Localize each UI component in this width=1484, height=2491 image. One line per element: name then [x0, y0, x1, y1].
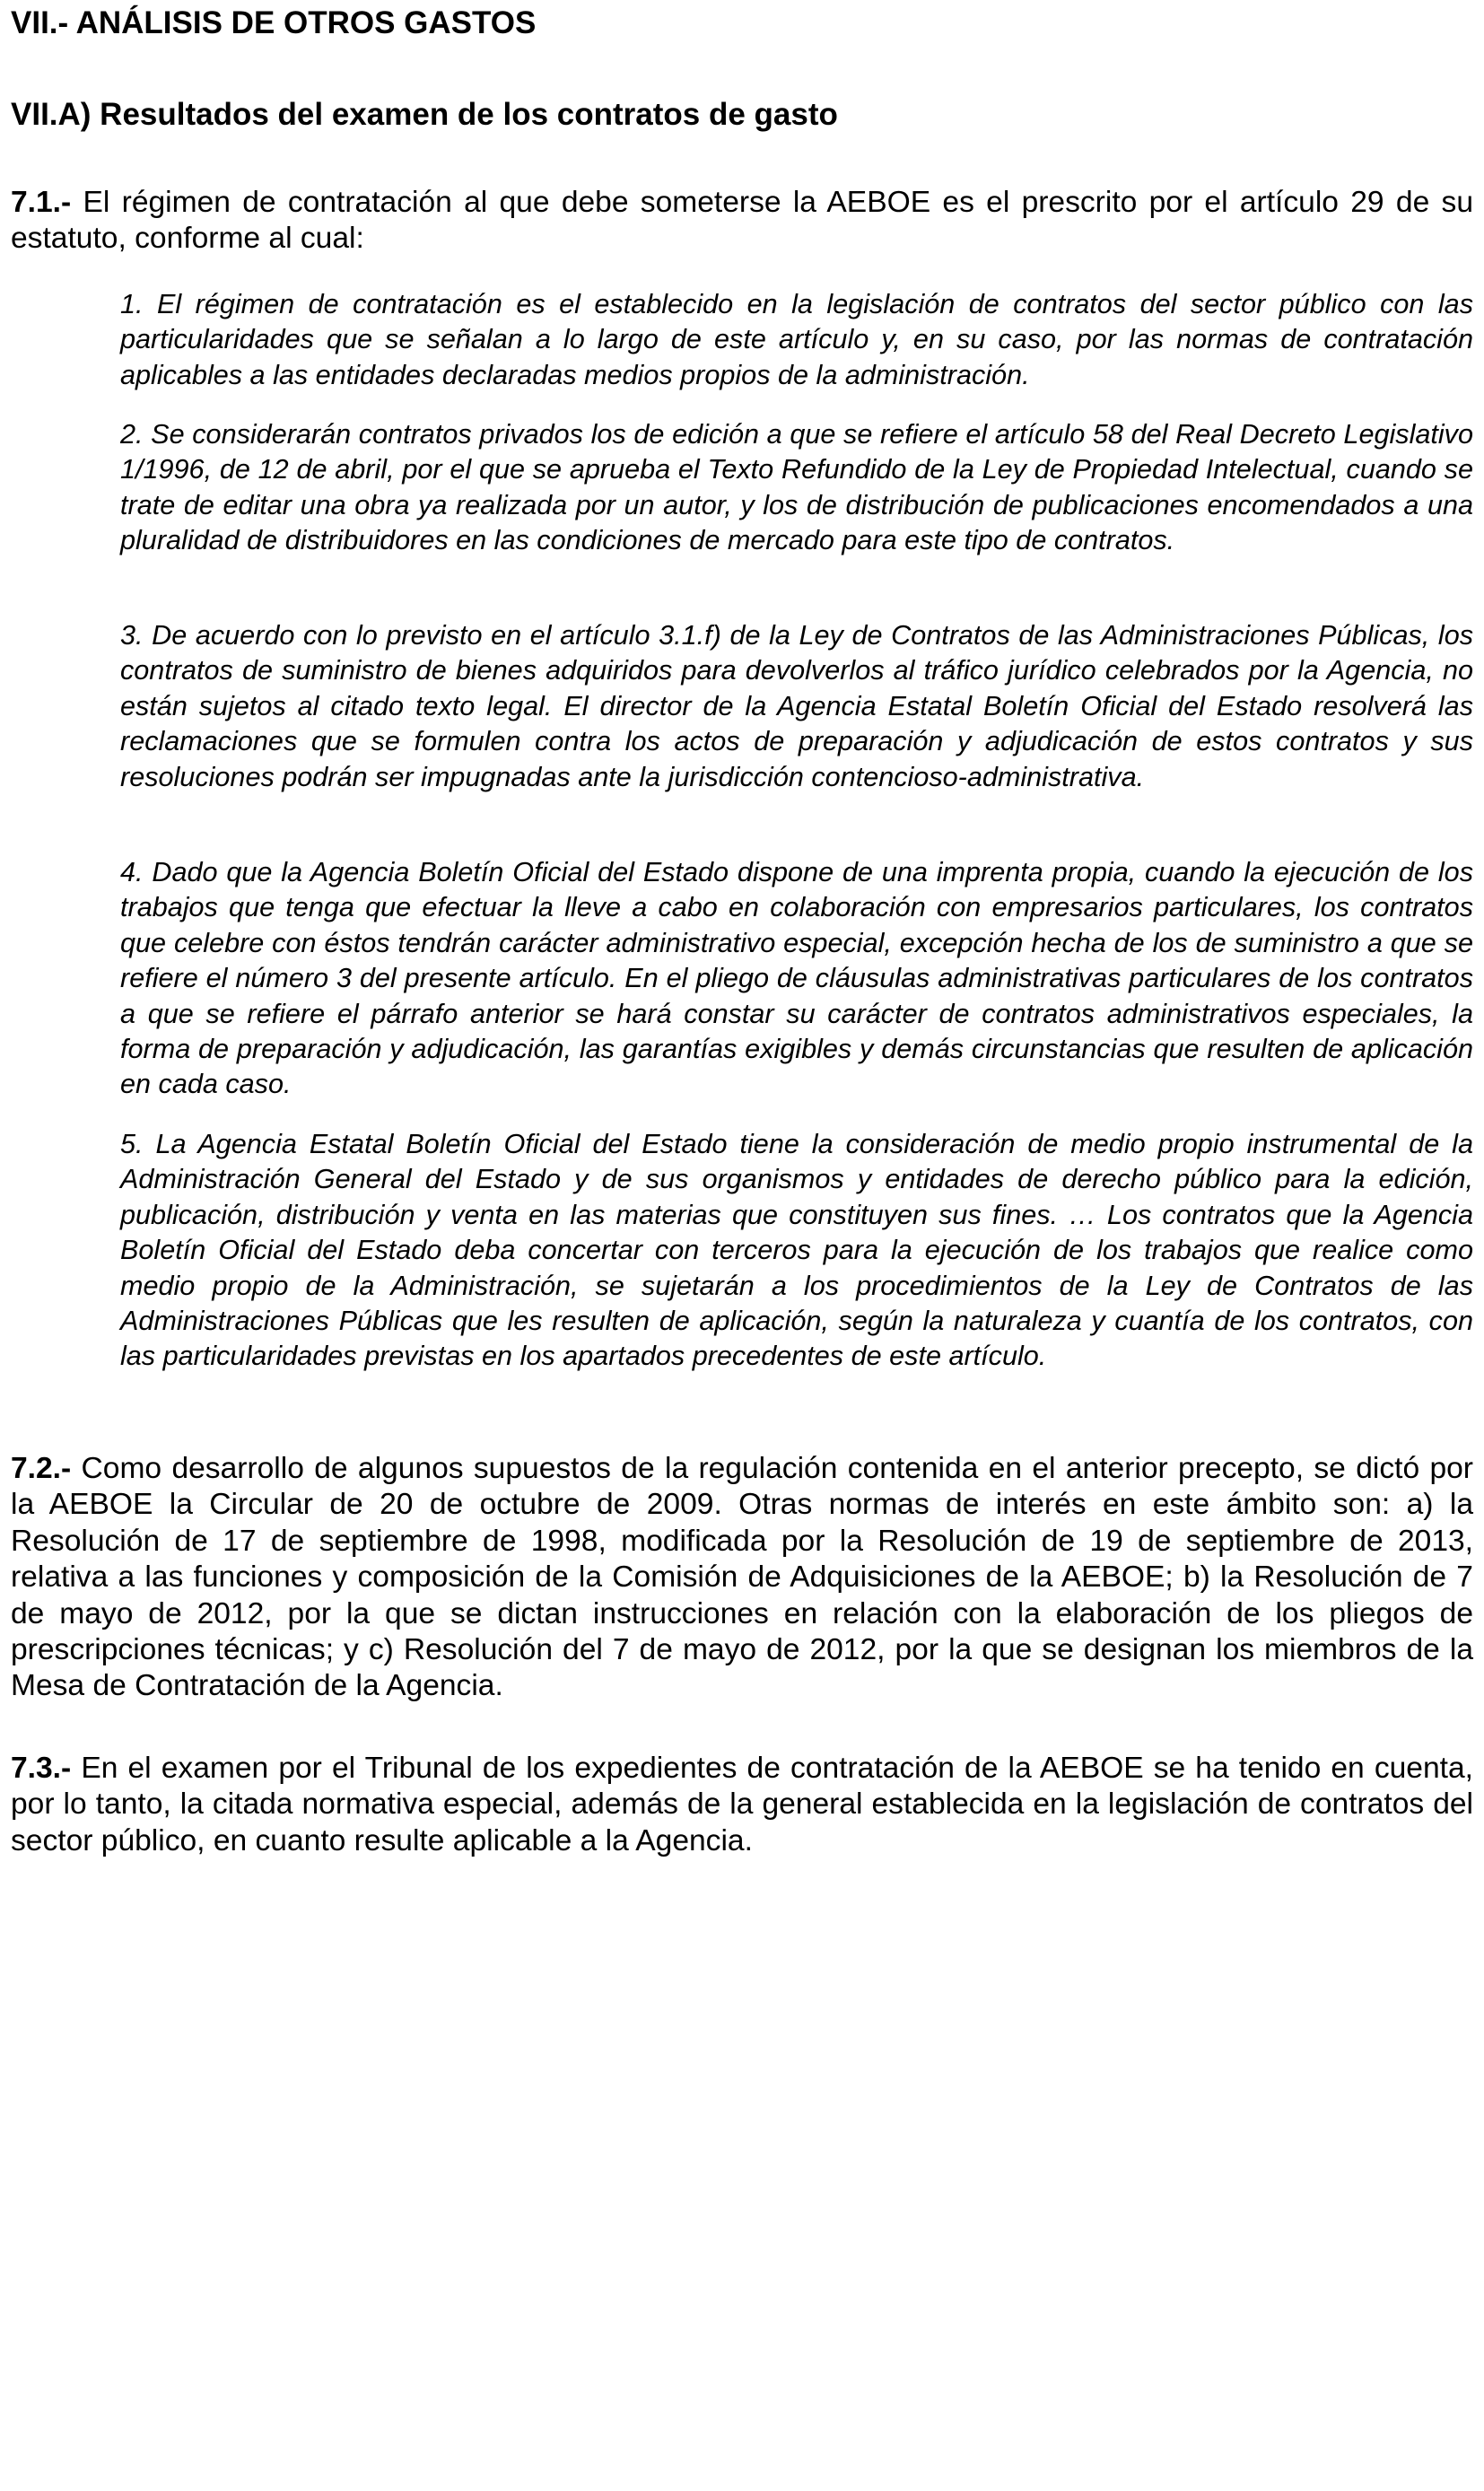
paragraph-number: 7.3.-	[11, 1752, 72, 1785]
quoted-item-1: 1. El régimen de contratación es el establecido en la legislación de contratos del sector público con las particularidades que se señalan a lo largo de este artículo y, en su caso, por las normas de contratación aplicables a las entidades declaradas medios propios de la administración.	[120, 289, 1473, 390]
quoted-item-5: 5. La Agencia Estatal Boletín Oficial del Estado tiene la consideración de medio propio instrumental de la Administración General del Estado y de sus organismos y entidades de derecho público para la edición, publicación, distribución y venta en las materias que constituyen sus fines. … Los contratos que la Agencia Boletín Oficial del Estado deba concertar con terceros para la ejecución de los trabajos que realice como medio propio de la Administración, se sujetarán a los procedimientos de la Ley de Contratos de las Administraciones Públicas que les resulten de aplicación, según la naturaleza y cuantía de los contratos, con las particularidades previstas en los apartados precedentes de este artículo.	[120, 1129, 1473, 1372]
paragraph-7-2	[11, 1451, 1473, 1705]
quoted-item-2: 2. Se considerarán contratos privados los de edición a que se refiere el artículo 58 del Real Decreto Legislativo 1/1996, de 12 de abril, por el que se aprueba el Texto Refundido de la Ley de Propiedad Intelectual, cuando se trate de editar una obra ya realizada por un autor, y los de distribución de publicaciones encomendados a una pluralidad de distribuidores en las condiciones de mercado para este tipo de contratos.	[120, 419, 1473, 556]
quoted-item-3: 3. De acuerdo con lo previsto en el artículo 3.1.f) de la Ley de Contratos de las Administraciones Públicas, los contratos de suministro de bienes adquiridos para devolverlos al tráfico jurídico celebrados por la Agencia, no están sujetos al citado texto legal. El director de la Agencia Estatal Boletín Oficial del Estado resolverá las reclamaciones que se formulen contra los actos de preparación y adjudicación de estos contratos y sus resoluciones podrán ser impugnadas ante la jurisdicción contencioso-administrativa.	[120, 620, 1473, 792]
paragraph-7-3	[11, 1751, 1473, 1859]
section-title: VII.- ANÁLISIS DE OTROS GASTOS	[11, 5, 537, 40]
paragraph-number: 7.2.-	[11, 1452, 72, 1485]
paragraph-text: Como desarrollo de algunos supuestos de la regulación contenida en el anterior precepto, se dictó por la AEBOE la Circular de 20 de octubre de 2009. Otras normas de interés en este ámbito son: a) la Resolución de 17 de septiembre de 1998, modificada por la Resolución de 19 de septiembre de 2013, relativa a las funciones y composición de la Comisión de Adquisiciones de la AEBOE; b) la Resolución de 7 de mayo de 2012, por la que se dictan instrucciones en relación con la elaboración de los pliegos de prescripciones técnicas; y c) Resolución del 7 de mayo de 2012, por la que se designan los miembros de la Mesa de Contratación de la Agencia.	[11, 1452, 1473, 1703]
quoted-item-4: 4. Dado que la Agencia Boletín Oficial del Estado dispone de una imprenta propia, cuando la ejecución de los trabajos que tenga que efectuar la lleve a cabo en colaboración con empresarios particulares, los contratos que celebre con éstos tendrán carácter administrativo especial, excepción hecha de los de suministro a que se refiere el número 3 del presente artículo. En el pliego de cláusulas administrativas particulares de los contratos a que se refiere el párrafo anterior se hará constar su carácter de contratos administrativos especiales, la forma de preparación y adjudicación, las garantías exigibles y demás circunstancias que resulten de aplicación en cada caso.	[120, 857, 1473, 1100]
paragraph-7-1	[11, 185, 1473, 258]
subsection-title: VII.A) Resultados del examen de los contratos de gasto	[11, 97, 838, 132]
paragraph-text: En el examen por el Tribunal de los expedientes de contratación de la AEBOE se ha tenido en cuenta, por lo tanto, la citada normativa especial, además de la general establecida en la legislación de contratos del sector público, en cuanto resulte aplicable a la Agencia.	[11, 1752, 1473, 1857]
paragraph-text: El régimen de contratación al que debe someterse la AEBOE es el prescrito por el artículo 29 de su estatuto, conforme al cual:	[11, 186, 1473, 256]
paragraph-number: 7.1.-	[11, 186, 72, 219]
